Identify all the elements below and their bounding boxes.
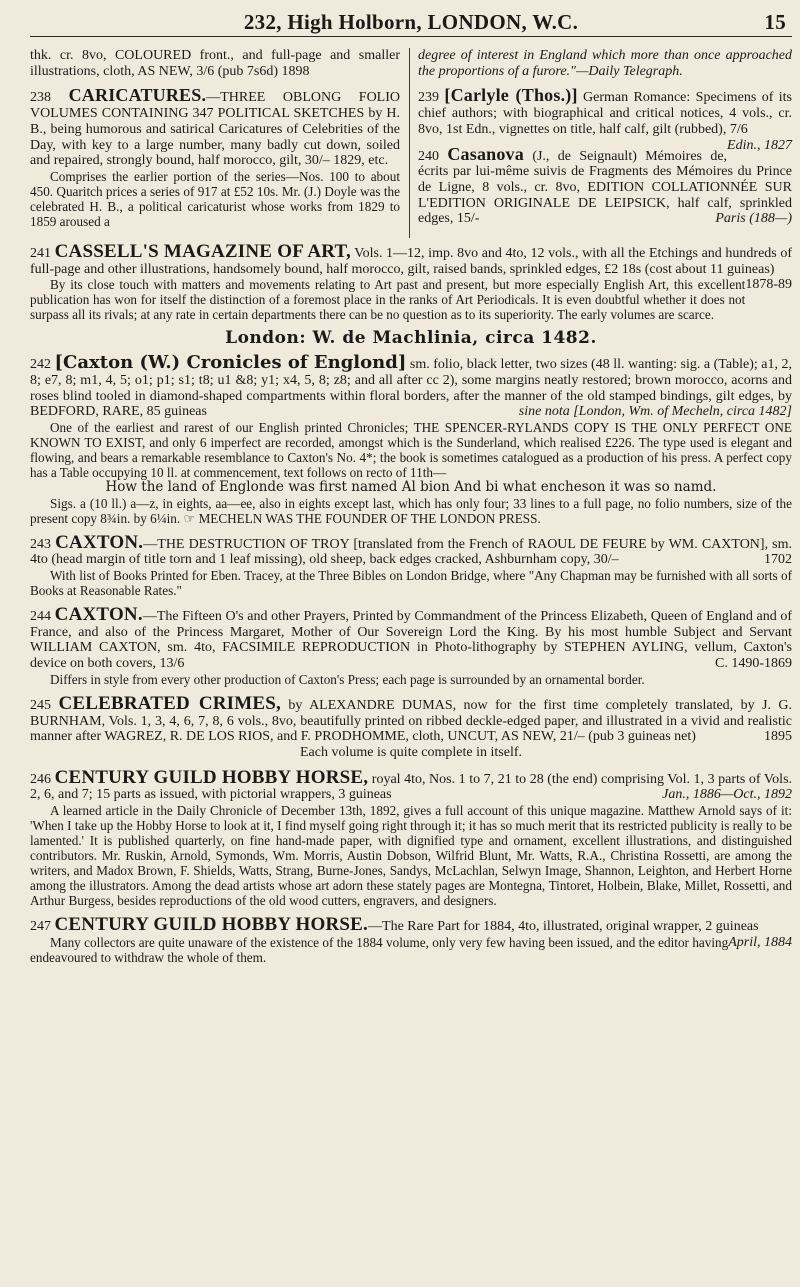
entry-note: Many collectors are quite unaware of the existence of the 1884 volume, only very few having been issued, and the editor having endeavoured to withdraw the whole of them. xyxy=(30,934,729,965)
entry-number: 246 xyxy=(30,771,51,787)
entry-note-collation: Sigs. a (10 ll.) a—z, in eights, aa—ee, also in eights except last, which has only four; 33 lines to a full page, no folio numbers, size of the present copy 8¾in. by 6¼in. ☞ MECHELN WAS THE FOUNDER OF THE LONDON PRESS. xyxy=(30,495,792,526)
entry-date: 1878-89 xyxy=(745,277,792,293)
entry-text: by ALEXANDRE DUMAS, now for the first time completely translated, by J. G. BURNHAM, Vols. 1, 3, 4, 6, 7, 8, 6 vols., 8vo, beautifully printed on ribbed deckle-edged paper, and illustrated in a vivid and realistic manner after WAGREZ, R. DE LOS RIOS, and F. PRODHOMME, cloth, UNCUT, AS NEW, 21/– (pub 3 guineas net) xyxy=(30,697,793,745)
entry-245 xyxy=(30,692,793,761)
entry-number: 239 xyxy=(418,90,439,106)
entry-note: Differs in style from every other production of Caxton's Press; each page is surrounded by an ornamental border. xyxy=(50,671,645,687)
entry-note: By its close touch with matters and movements relating to Art past and present, but more especially English Art, this excellent publication has won for itself the distinction of a foremost place in the ranks of Art Periodicals. It is even doubtful whether it does not surpass all its rivals; at any rate in certain departments there can be no question as to its superiority. The early volumes are scarce. xyxy=(30,277,746,323)
entry-text: sm. folio, black letter, two sizes (48 ll. wanting: sig. a (Table); a1, 2, 8; e7, 8; m1, 4, 5; o1; p1; s1; t8; u1 &8; y1; x4, 5, 8; z8; and all after cc 2), some margins neatly restored; brown morocco, acorns and roses blind tooled in diamond-shaped compartments within floral borders, after the manner of the old stamped bindings, gilt edges, by BEDFORD, RARE, 85 guineas xyxy=(30,357,793,420)
entry-text: —THE DESTRUCTION OF TROY [translated from the French of RAOUL DE FEURE by WM. CAXTON], sm. 4to (head margin of title torn and 1 leaf missing), old sheep, back edges cracked, Ashburnham copy, 30/– xyxy=(30,536,793,568)
left-column xyxy=(30,48,400,238)
entry-number: 240 xyxy=(418,148,439,164)
continued-entry: degree of interest in England which more than once approached the proportions of a furore."—Daily Telegraph. xyxy=(418,48,792,79)
entry-text: —The Rare Part for 1884, 4to, illustrated, original wrapper, 2 guineas xyxy=(368,919,759,935)
entry-date: April, 1884 xyxy=(728,934,792,950)
entry-note: Comprises the earlier portion of the series—Nos. 100 to about 450. Quaritch prices a series of 917 at £52 10s. Mr. (J.) Doyle was the celebrated H. B., a political caricaturist whose works from 1829 to 1859 aroused a xyxy=(30,168,400,229)
entry-243 xyxy=(30,531,793,599)
entry-text: (J., de Seignault) Mémoires de, écrits par lui-même suivis de Fragments des Mémoires du Prince de Ligne, 8 vols., cr. 8vo, EDITION COLLATIONNÉE SUR L'EDITION ORIGINALE DE LEIPSICK, half calf, sprinkled edges, 15/- xyxy=(418,148,792,227)
entry-date: 1895 xyxy=(764,729,792,745)
entry-date: 1702 xyxy=(764,552,792,568)
page-title: 232, High Holborn, LONDON, W.C. xyxy=(243,10,579,34)
entry-text: German Romance: Specimens of its chief authors; with biographical and critical notices, 4 vols., cr. 8vo, 1st Edn., vignettes on title, half calf, gilt (rubbed), 7/6 xyxy=(418,90,792,137)
entry-note: With list of Books Printed for Eben. Tracey, at the Three Bibles on London Bridge, where "Any Chapman may be furnished with all sorts of Books at Reasonable Rates." xyxy=(30,568,792,599)
entry-heading: [Caxton (W.) Cronicles of Englond] xyxy=(54,352,407,374)
entry-date: Paris (188—) xyxy=(715,211,792,227)
entry-number: 243 xyxy=(30,536,51,552)
two-column-section xyxy=(30,48,792,238)
continued-entry: thk. cr. 8vo, COLOURED front., and full-page and smaller illustrations, cloth, AS NEW, 3/6 (pub 7s6d) 1898 xyxy=(30,48,400,79)
entry-heading: CARICATURES. xyxy=(68,85,207,106)
page-header xyxy=(30,6,792,37)
blackletter-quote: How the land of Englonde was first named Al bion And bi what encheson it was so namd. xyxy=(105,478,717,495)
entry-text: Vols. 1—12, imp. 8vo and 4to, 12 vols., with all the Etchings and hundreds of full-page and other illustrations, handsomely bound, half morocco, gilt, raised bands, sprinkled edges, £2 18s (cost about 11 guineas) xyxy=(30,246,793,277)
entry-246 xyxy=(30,766,793,909)
entry-note: Each volume is quite complete in itself. xyxy=(300,744,522,760)
entry-247 xyxy=(30,914,792,965)
imprint-heading: London: W. de Machlinia, circa 1482. xyxy=(225,328,597,349)
entry-241 xyxy=(30,241,793,323)
entry-heading: CAXTON. xyxy=(55,531,144,553)
entry-number: 241 xyxy=(30,246,51,261)
entry-heading: [Carlyle (Thos.)] xyxy=(444,85,578,106)
entry-text: —THREE OBLONG FOLIO VOLUMES CONTAINING 347 POLITICAL SKETCHES by H. B., being humorous and satirical Caricatures of Celebrities of the Day, with key to a large number, many badly cut down, soiled and repaired, strongly bound, half morocco, gilt, 30/– 1829, etc. xyxy=(30,90,401,169)
entry-number: 247 xyxy=(30,919,51,935)
entry-242 xyxy=(30,352,793,526)
entry-number: 238 xyxy=(30,90,51,106)
entry-note: A learned article in the Daily Chronicle of December 13th, 1892, gives a full account of this unique magazine. Matthew Arnold says of it: 'When I take up the Hobby Horse to look at it, I find myself going right through it; it has so much merit that its restricted publicity is really to be lamented.' It is published quarterly, on fine hand-made paper, with dignified type and ornament, excellent illustrations, and distinguished contributors. Mr. Ruskin, Arnold, Symonds, Wm. Morris, Austin Dobson, Wilfrid Blunt, Mr. Watts, R.A., Christina Rossetti, are among the writers, and Madox Brown, F. Shields, Watts, Strang, Burne-Jones, Sandys, McLachlan, Selwyn Image, Shannon, Leighton, and Herbert Horne among the illustrators. Among the dead artists whose art adorn these stately pages are Montegna, Tintoret, Holbein, Blake, Millet, Rossetti, and Arthur Burgess, besides reproductions of the old wood cutters, engravers, and designers. xyxy=(30,803,792,909)
entry-heading: CASSELL'S MAGAZINE OF ART, xyxy=(54,241,351,262)
right-column xyxy=(418,48,792,236)
entry-date: Jan., 1886—Oct., 1892 xyxy=(662,787,792,803)
entry-number: 242 xyxy=(30,357,51,373)
entry-238 xyxy=(30,85,401,229)
entry-date: sine nota [London, Wm. of Mecheln, circa 1482] xyxy=(518,404,792,420)
entry-text: royal 4to, Nos. 1 to 7, 21 to 28 (the end) comprising Vol. 1, 3 parts of Vols. 2, 6, and 7; 15 parts as issued, with pictorial wrappers, 3 guineas xyxy=(30,771,793,803)
entry-text: —The Fifteen O's and other Prayers, Printed by Commandment of the Princess Elizabeth, Queen of England and of France, and also of the Princess Margaret, Mother of Our Sovereign Lord the King. By his most humble Subject and Servant WILLIAM CAXTON, sm. 4to, FACSIMILE REPRODUCTION in Photo-lithography by STEPHEN AYLING, vellum, Caxton's device on both covers, 13/6 xyxy=(30,609,793,672)
entry-note: One of the earliest and rarest of our English printed Chronicles; THE SPENCER-RYLANDS COPY IS THE ONLY PERFECT ONE KNOWN TO EXIST, and only 6 imperfect are recorded, amongst which is the Sunderland, which realised £226. The type used is elegant and flowing, and bears a remarkable resemblance to Caxton's No. 4*; the book is sometimes catalogued as a production of his press. A perfect copy has a Table occupying 10 ll. at commencement, text follows on recto of 11th— xyxy=(30,419,792,480)
entry-heading: CAXTON. xyxy=(54,604,143,626)
entry-heading: CELEBRATED CRIMES, xyxy=(58,692,281,714)
entry-heading: CENTURY GUILD HOBBY HORSE. xyxy=(54,914,369,936)
entry-number: 245 xyxy=(30,697,51,713)
page-number: 15 xyxy=(764,10,786,34)
entry-number: 244 xyxy=(30,609,51,625)
full-width-section xyxy=(30,241,793,974)
entry-244 xyxy=(30,604,793,687)
entry-date: C. 1490-1869 xyxy=(715,656,792,672)
entry-heading: CENTURY GUILD HOBBY HORSE, xyxy=(54,766,369,788)
entry-239 xyxy=(418,85,792,153)
entry-date: Edin., 1827 xyxy=(727,137,792,153)
entry-heading: Casanova xyxy=(447,143,524,164)
column-divider xyxy=(409,48,410,238)
